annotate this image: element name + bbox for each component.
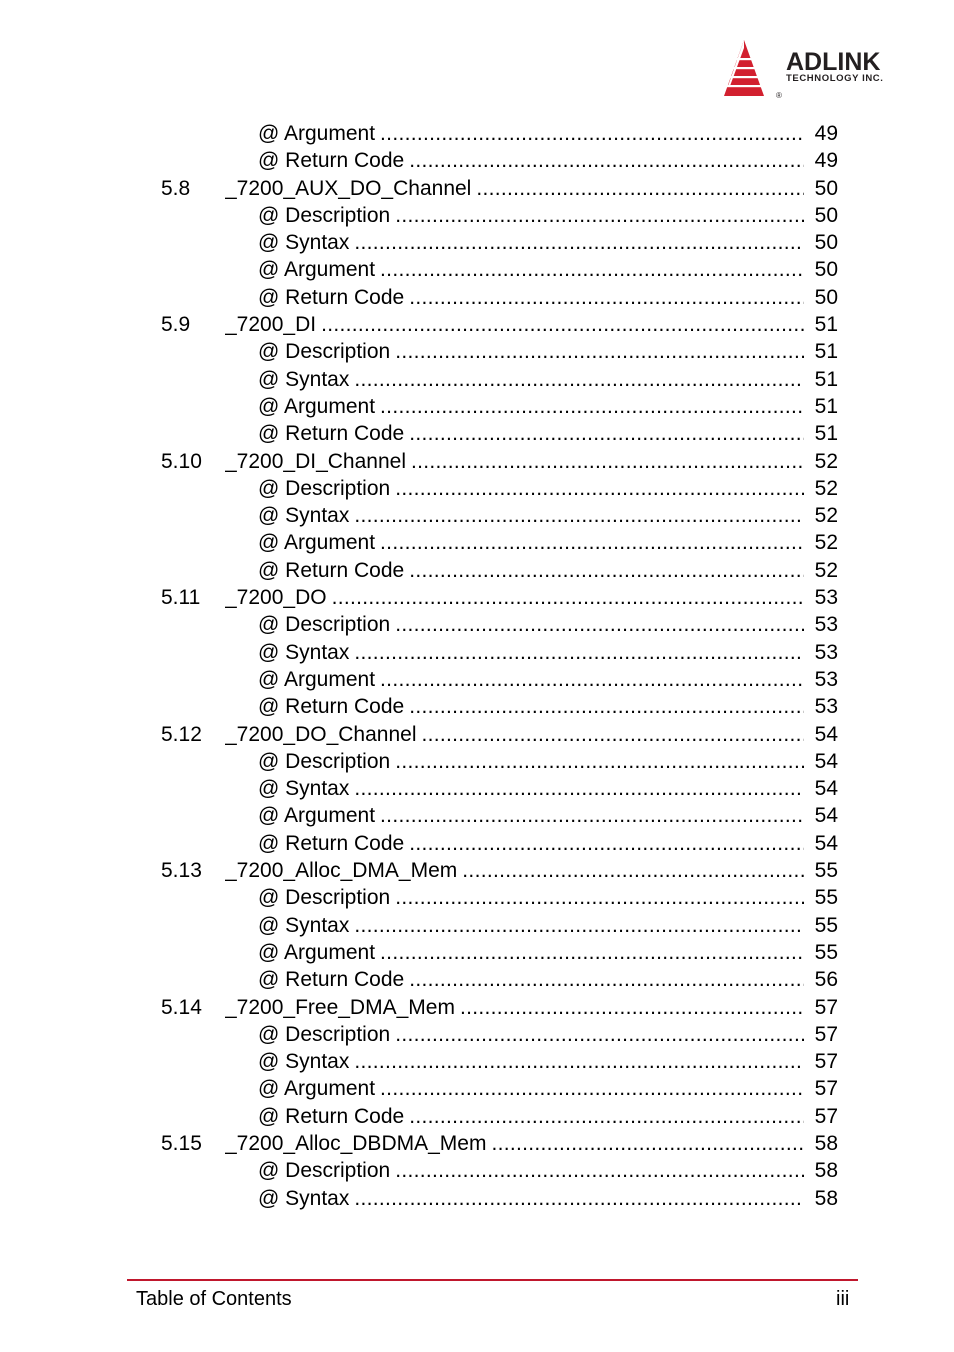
- toc-entry-line: [258, 502, 808, 529]
- toc-page-number: 54: [814, 831, 838, 855]
- toc-dot-leader: [380, 393, 804, 420]
- toc-dot-leader: [380, 666, 804, 693]
- toc-entry-title: @ Argument: [258, 804, 376, 828]
- toc-subentry[interactable]: [0, 884, 954, 911]
- toc-entry-line: [258, 748, 808, 775]
- toc-dot-leader: [354, 502, 804, 529]
- toc-subentry[interactable]: [0, 1075, 954, 1102]
- toc-page-number: 54: [814, 777, 838, 801]
- toc-entry-line: [258, 939, 808, 966]
- toc-entry-title: @ Argument: [258, 531, 376, 555]
- toc-subentry[interactable]: [0, 338, 954, 365]
- toc-entry-line: [225, 721, 808, 748]
- toc-entry-line: [258, 147, 808, 174]
- toc-dot-leader: [395, 884, 804, 911]
- toc-page-number: 55: [814, 913, 838, 937]
- toc-subentry[interactable]: [0, 912, 954, 939]
- toc-entry-line: [258, 420, 808, 447]
- toc-page-number: 57: [814, 995, 838, 1019]
- toc-entry-title: @ Description: [258, 886, 391, 910]
- footer-page-number: iii: [836, 1288, 850, 1310]
- toc-page-number: 49: [814, 149, 838, 173]
- toc-entry-title: @ Syntax: [258, 1186, 350, 1210]
- toc-page-number: 49: [814, 122, 838, 145]
- toc-section-entry[interactable]: [0, 857, 954, 884]
- toc-subentry[interactable]: [0, 966, 954, 993]
- toc-entry-title: @ Description: [258, 476, 391, 500]
- toc-subentry[interactable]: [0, 120, 954, 147]
- toc-section-entry[interactable]: [0, 994, 954, 1021]
- toc-dot-leader: [409, 284, 804, 311]
- toc-dot-leader: [380, 529, 804, 556]
- toc-page-number: 58: [814, 1186, 838, 1210]
- toc-entry-title: @ Return Code: [258, 695, 405, 719]
- toc-dot-leader: [354, 912, 804, 939]
- toc-entry-title: @ Description: [258, 340, 391, 364]
- toc-page-number: 50: [814, 258, 838, 282]
- toc-entry-title: @ Argument: [258, 940, 376, 964]
- toc-dot-leader: [354, 229, 804, 256]
- toc-entry-line: [258, 611, 808, 638]
- toc-section-entry[interactable]: [0, 311, 954, 338]
- toc-entry-title: @ Return Code: [258, 149, 405, 173]
- toc-entry-title: @ Return Code: [258, 831, 405, 855]
- toc-dot-leader: [409, 420, 804, 447]
- toc-entry-title: @ Argument: [258, 667, 376, 691]
- toc-subentry[interactable]: [0, 748, 954, 775]
- toc-dot-leader: [395, 475, 804, 502]
- toc-dot-leader: [395, 611, 804, 638]
- toc-entry-title: @ Syntax: [258, 231, 350, 255]
- toc-dot-leader: [409, 966, 804, 993]
- toc-entry-line: [258, 884, 808, 911]
- toc-entry-title: @ Return Code: [258, 422, 405, 446]
- toc-entry-title: @ Argument: [258, 122, 376, 145]
- toc-entry-line: [258, 966, 808, 993]
- toc-subentry[interactable]: [0, 502, 954, 529]
- toc-entry-title: @ Description: [258, 1159, 391, 1183]
- toc-dot-leader: [395, 338, 804, 365]
- toc-dot-leader: [462, 857, 804, 884]
- toc-page-number: 53: [814, 586, 838, 610]
- toc-entry-title: @ Argument: [258, 394, 376, 418]
- toc-page-number: 50: [814, 231, 838, 255]
- toc-section-entry[interactable]: [0, 584, 954, 611]
- toc-section-number: 5.10: [161, 449, 202, 473]
- toc-subentry[interactable]: [0, 366, 954, 393]
- brand-tagline: TECHNOLOGY INC.: [786, 73, 884, 84]
- toc-dot-leader: [395, 202, 804, 229]
- toc-entry-line: [225, 584, 808, 611]
- toc-entry-line: [225, 1130, 808, 1157]
- toc-entry-line: [258, 202, 808, 229]
- toc-entry-title: @ Return Code: [258, 285, 405, 309]
- toc-entry-title: @ Syntax: [258, 504, 350, 528]
- toc-dot-leader: [409, 147, 804, 174]
- toc-entry-title: @ Syntax: [258, 777, 350, 801]
- toc-entry-line: [258, 393, 808, 420]
- toc-dot-leader: [354, 366, 804, 393]
- toc-page-number: 55: [814, 940, 838, 964]
- toc-page-number: 51: [814, 422, 838, 446]
- toc-entry-line: [258, 775, 808, 802]
- toc-section-number: 5.15: [161, 1131, 202, 1155]
- toc-page-number: 50: [814, 203, 838, 227]
- toc-page-number: 52: [814, 476, 838, 500]
- toc-section-number: 5.8: [161, 176, 191, 200]
- toc-entry-line: [225, 175, 808, 202]
- toc-section-number: 5.14: [161, 995, 202, 1019]
- toc-dot-leader: [409, 830, 804, 857]
- toc-dot-leader: [476, 175, 804, 202]
- toc-entry-title: @ Syntax: [258, 1050, 350, 1074]
- toc-entry-line: [258, 256, 808, 283]
- toc-entry-line: [258, 366, 808, 393]
- toc-page-number: 53: [814, 613, 838, 637]
- toc-entry-title: _7200_DO: [225, 586, 327, 610]
- toc-dot-leader: [354, 1185, 804, 1212]
- toc-page-number: 57: [814, 1050, 838, 1074]
- toc-dot-leader: [409, 1103, 804, 1130]
- toc-page-number: 56: [814, 968, 838, 992]
- toc-entry-line: [225, 311, 808, 338]
- toc-page-number: 50: [814, 176, 838, 200]
- toc-page-number: 52: [814, 449, 838, 473]
- toc-subentry[interactable]: [0, 229, 954, 256]
- toc-page-number: 51: [814, 313, 838, 337]
- toc-entry-line: [258, 1185, 808, 1212]
- toc-section-number: 5.13: [161, 859, 202, 883]
- toc-dot-leader: [380, 802, 804, 829]
- toc-subentry[interactable]: [0, 557, 954, 584]
- toc-subentry[interactable]: [0, 1048, 954, 1075]
- toc-page-number: 54: [814, 722, 838, 746]
- toc-entry-line: [258, 1103, 808, 1130]
- toc-entry-title: @ Return Code: [258, 1104, 405, 1128]
- toc-entry-line: [225, 448, 808, 475]
- toc-page-number: 55: [814, 859, 838, 883]
- toc-dot-leader: [411, 448, 804, 475]
- toc-subentry[interactable]: [0, 1021, 954, 1048]
- brand-name: ADLINK: [786, 48, 881, 76]
- toc-subentry[interactable]: [0, 693, 954, 720]
- toc-dot-leader: [409, 693, 804, 720]
- toc-page-number: 51: [814, 340, 838, 364]
- toc-entry-title: @ Description: [258, 749, 391, 773]
- toc-dot-leader: [409, 557, 804, 584]
- toc-subentry[interactable]: [0, 202, 954, 229]
- toc-section-entry[interactable]: [0, 721, 954, 748]
- toc-page-number: 55: [814, 886, 838, 910]
- toc-section-entry[interactable]: [0, 175, 954, 202]
- toc-entry-line: [225, 857, 808, 884]
- toc-section-number: 5.9: [161, 313, 191, 337]
- toc-dot-leader: [321, 311, 804, 338]
- toc-page-number: 54: [814, 804, 838, 828]
- toc-page-number: 53: [814, 640, 838, 664]
- toc-entry-title: _7200_DI: [225, 313, 317, 337]
- toc-entry-line: [258, 529, 808, 556]
- toc-entry-line: [258, 338, 808, 365]
- toc-entry-line: [258, 830, 808, 857]
- toc-entry-title: _7200_Alloc_DMA_Mem: [225, 859, 458, 883]
- toc-section-number: 5.12: [161, 722, 202, 746]
- toc-subentry[interactable]: [0, 420, 954, 447]
- toc-dot-leader: [354, 639, 804, 666]
- toc-dot-leader: [491, 1130, 804, 1157]
- toc-page-number: 58: [814, 1131, 838, 1155]
- toc-entry-title: _7200_Free_DMA_Mem: [225, 995, 455, 1019]
- toc-subentry[interactable]: [0, 775, 954, 802]
- toc-entry-title: @ Syntax: [258, 640, 350, 664]
- toc-entry-line: [258, 912, 808, 939]
- table-of-contents: [0, 120, 954, 1212]
- toc-entry-line: [258, 1157, 808, 1184]
- toc-entry-title: @ Description: [258, 1022, 391, 1046]
- toc-entry-title: _7200_Alloc_DBDMA_Mem: [225, 1131, 487, 1155]
- toc-dot-leader: [380, 120, 804, 147]
- toc-subentry[interactable]: [0, 802, 954, 829]
- toc-page-number: 54: [814, 749, 838, 773]
- toc-dot-leader: [460, 994, 804, 1021]
- toc-subentry[interactable]: [0, 830, 954, 857]
- toc-entry-title: @ Syntax: [258, 367, 350, 391]
- toc-entry-line: [258, 1048, 808, 1075]
- toc-subentry[interactable]: [0, 666, 954, 693]
- toc-dot-leader: [395, 1021, 804, 1048]
- toc-entry-title: @ Syntax: [258, 913, 350, 937]
- footer-section-title: Table of Contents: [136, 1288, 292, 1310]
- footer-divider: [127, 1279, 858, 1281]
- toc-dot-leader: [380, 256, 804, 283]
- toc-dot-leader: [395, 1157, 804, 1184]
- toc-entry-title: _7200_DI_Channel: [225, 449, 406, 473]
- toc-page-number: 51: [814, 394, 838, 418]
- toc-entry-line: [258, 639, 808, 666]
- toc-subentry[interactable]: [0, 1157, 954, 1184]
- toc-entry-title: @ Description: [258, 613, 391, 637]
- adlink-pyramid-icon: [722, 38, 912, 100]
- toc-entry-line: [258, 284, 808, 311]
- toc-page-number: 52: [814, 504, 838, 528]
- toc-dot-leader: [354, 1048, 804, 1075]
- toc-entry-line: [258, 557, 808, 584]
- toc-page-number: 57: [814, 1077, 838, 1101]
- toc-dot-leader: [395, 748, 804, 775]
- toc-entry-line: [225, 994, 808, 1021]
- toc-subentry[interactable]: [0, 475, 954, 502]
- toc-dot-leader: [380, 939, 804, 966]
- toc-page-number: 57: [814, 1022, 838, 1046]
- toc-entry-line: [258, 120, 808, 147]
- toc-entry-title: @ Description: [258, 203, 391, 227]
- toc-dot-leader: [354, 775, 804, 802]
- toc-subentry[interactable]: [0, 147, 954, 174]
- toc-subentry[interactable]: [0, 529, 954, 556]
- adlink-logo: [722, 38, 912, 100]
- toc-entry-line: [258, 229, 808, 256]
- toc-entry-line: [258, 1075, 808, 1102]
- toc-entry-line: [258, 666, 808, 693]
- toc-entry-line: [258, 693, 808, 720]
- toc-entry-title: _7200_AUX_DO_Channel: [225, 176, 472, 200]
- toc-subentry[interactable]: [0, 284, 954, 311]
- toc-page-number: 53: [814, 667, 838, 691]
- toc-subentry[interactable]: [0, 639, 954, 666]
- toc-page-number: 52: [814, 531, 838, 555]
- toc-entry-line: [258, 475, 808, 502]
- toc-entry-line: [258, 1021, 808, 1048]
- toc-entry-line: [258, 802, 808, 829]
- toc-subentry[interactable]: [0, 256, 954, 283]
- toc-page-number: 51: [814, 367, 838, 391]
- toc-page-number: 50: [814, 285, 838, 309]
- toc-entry-title: @ Return Code: [258, 558, 405, 582]
- toc-entry-title: @ Argument: [258, 1077, 376, 1101]
- toc-page-number: 58: [814, 1159, 838, 1183]
- toc-section-entry[interactable]: [0, 448, 954, 475]
- toc-subentry[interactable]: [0, 939, 954, 966]
- toc-entry-title: _7200_DO_Channel: [225, 722, 417, 746]
- toc-dot-leader: [421, 721, 804, 748]
- toc-subentry[interactable]: [0, 611, 954, 638]
- toc-page-number: 53: [814, 695, 838, 719]
- toc-page-number: 52: [814, 558, 838, 582]
- registered-mark: ®: [776, 91, 782, 100]
- toc-entry-title: @ Return Code: [258, 968, 405, 992]
- toc-page-number: 57: [814, 1104, 838, 1128]
- toc-dot-leader: [380, 1075, 804, 1102]
- toc-section-entry[interactable]: [0, 1130, 954, 1157]
- toc-dot-leader: [332, 584, 804, 611]
- toc-subentry[interactable]: [0, 1185, 954, 1212]
- toc-subentry[interactable]: [0, 393, 954, 420]
- toc-subentry[interactable]: [0, 1103, 954, 1130]
- toc-entry-title: @ Argument: [258, 258, 376, 282]
- toc-section-number: 5.11: [161, 586, 201, 610]
